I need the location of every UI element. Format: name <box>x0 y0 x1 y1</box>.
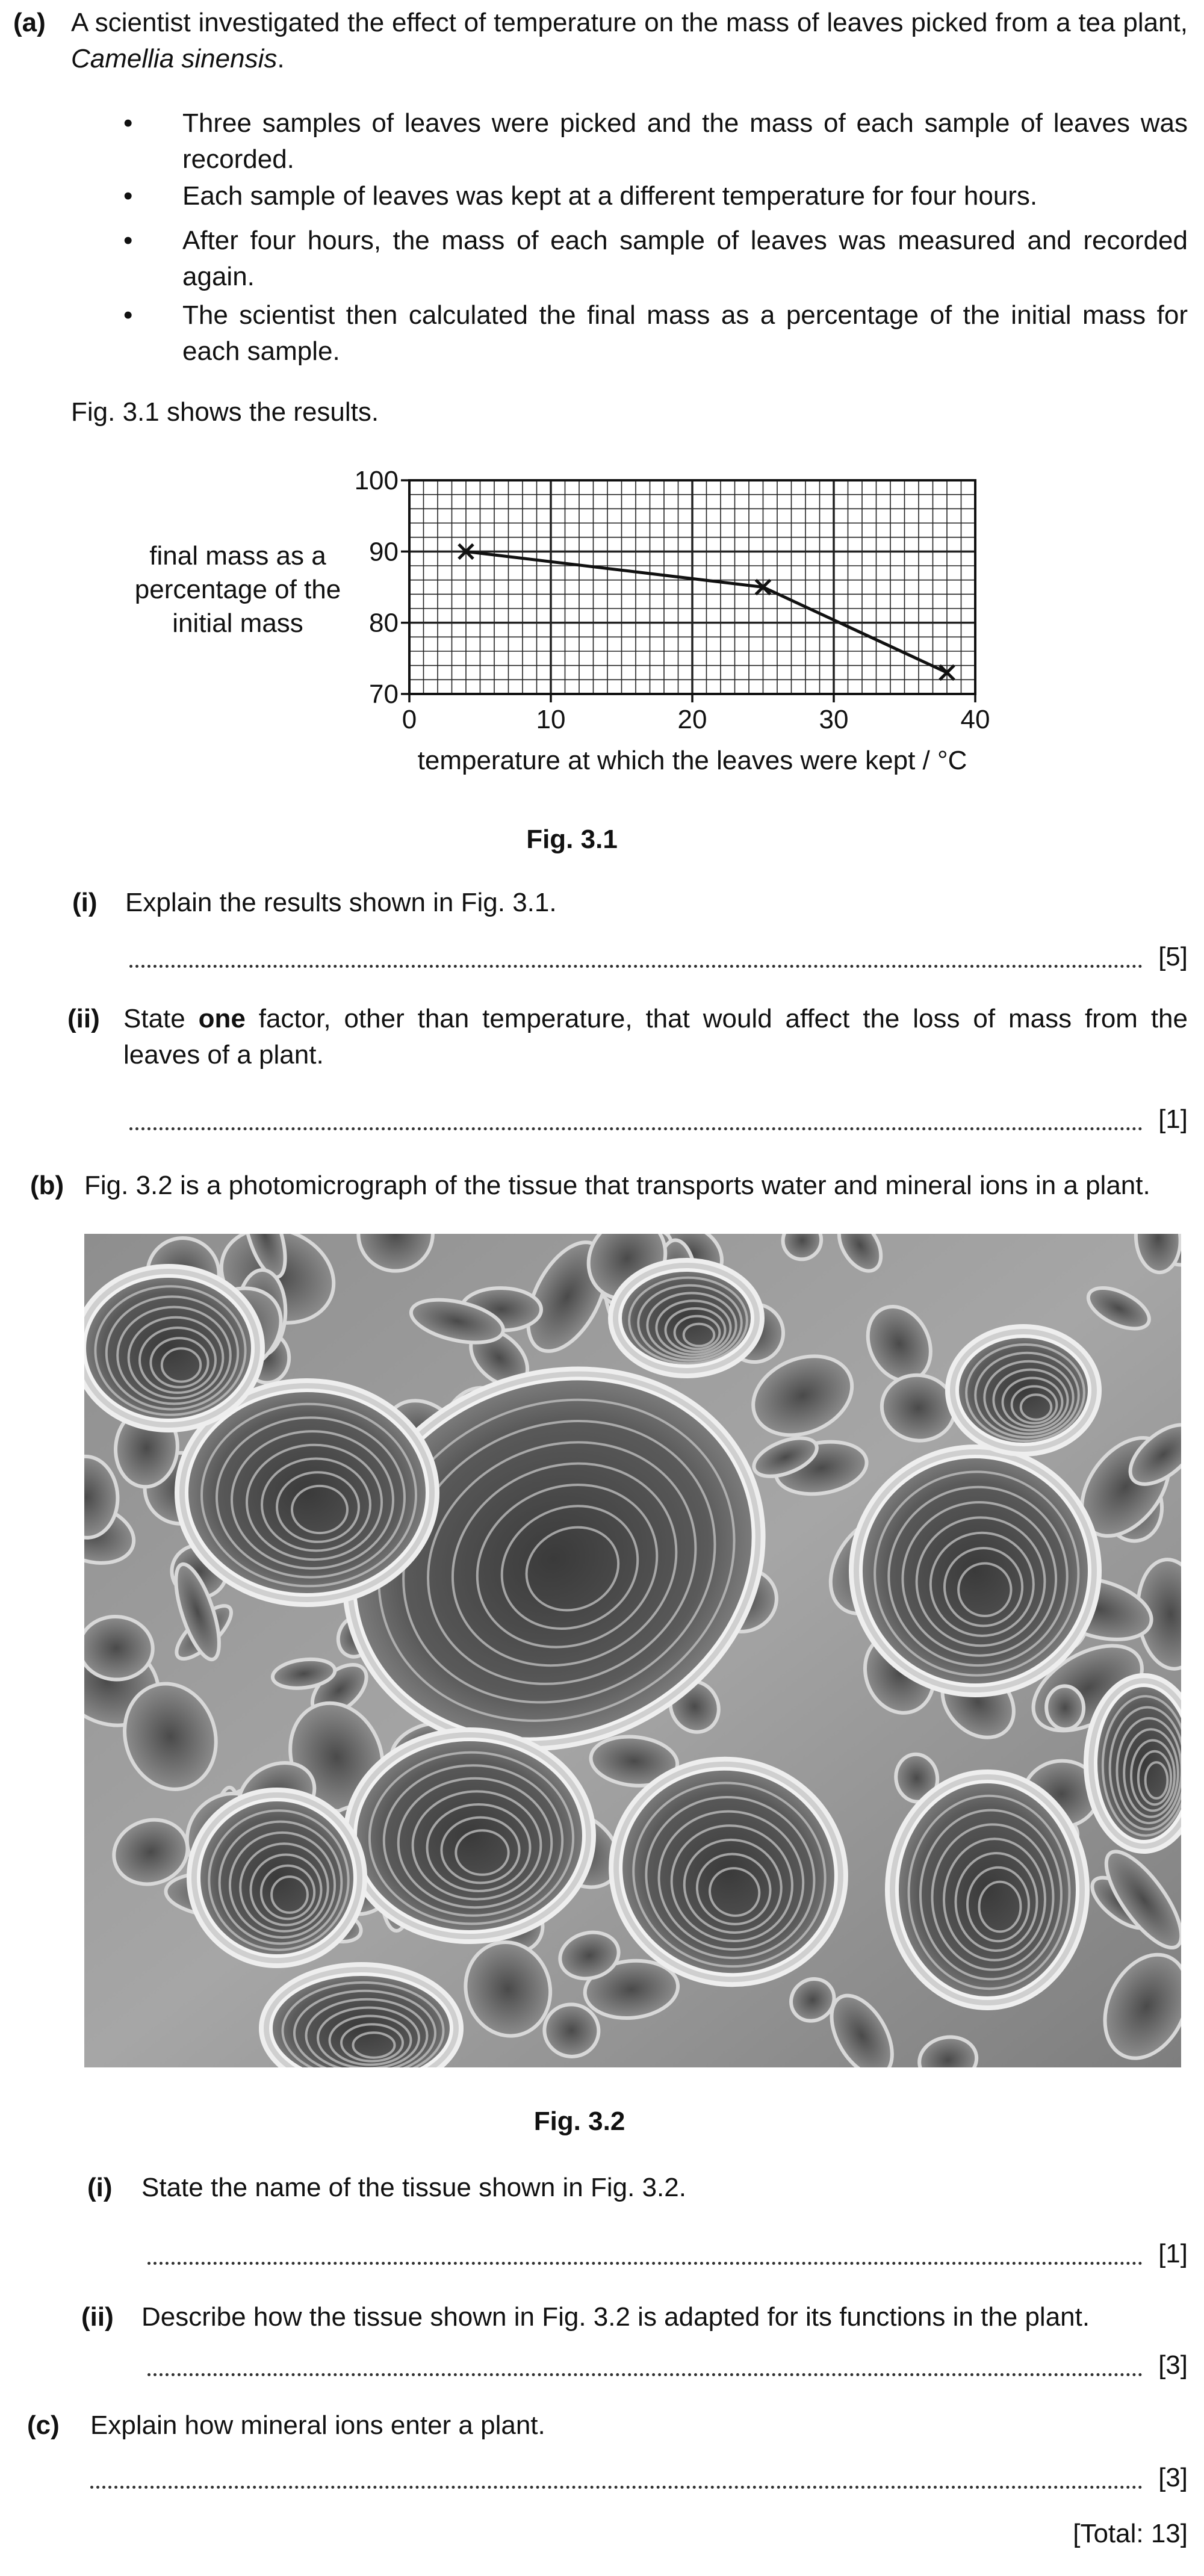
q-a-i-text: Explain the results shown in Fig. 3.1. <box>125 888 557 917</box>
fig-3-1-reference: Fig. 3.1 shows the results. <box>71 397 379 427</box>
bullet-marker: • <box>123 226 133 255</box>
answer-line-b-ii[interactable] <box>147 2347 1188 2383</box>
part-b-intro: Fig. 3.2 is a photomicrograph of the tissue that transports water and mineral ions in a plant. <box>84 1171 1150 1200</box>
x-axis-label: temperature at which the leaves were kept / °C <box>417 746 967 775</box>
part-c-label: (c) <box>27 2410 60 2440</box>
graph-axes <box>401 480 975 702</box>
q-a-ii-text: State one factor, other than temperature, that would affect the loss of mass from the leaves of a plant. <box>123 1004 1188 1070</box>
bullet-item: After four hours, the mass of each sample of leaves was measured and recorded again. <box>182 226 1188 291</box>
marks-b-ii: [3] <box>1158 2350 1188 2380</box>
y-axis-label-line: final mass as a <box>149 541 326 571</box>
q-a-i-label: (i) <box>72 888 98 917</box>
part-a-intro: A scientist investigated the effect of temperature on the mass of leaves picked from a tea plant, Camellia sinensis. <box>71 8 1188 73</box>
y-tick-label: 90 <box>369 537 399 567</box>
q-b-i-label: (i) <box>87 2173 113 2202</box>
bullet-item: The scientist then calculated the final mass as a percentage of the initial mass for each sample. <box>182 300 1188 366</box>
x-tick-label: 10 <box>536 705 566 734</box>
xylem-vessel <box>189 1790 365 1966</box>
part-c-text: Explain how mineral ions enter a plant. <box>90 2410 545 2440</box>
xylem-vessel <box>84 1266 262 1430</box>
fig-3-1-graph <box>0 457 1204 794</box>
species-name: Camellia sinensis <box>71 44 278 73</box>
fig-3-2-photomicrograph <box>84 1234 1181 2067</box>
q-b-ii-text: Describe how the tissue shown in Fig. 3.2 is adapted for its functions in the plant. <box>141 2302 1090 2332</box>
marks-c: [3] <box>1158 2463 1188 2492</box>
x-tick-label: 0 <box>402 705 417 734</box>
emphasis-one: one <box>198 1004 246 1033</box>
answer-line-a-ii[interactable] <box>129 1101 1188 1138</box>
answer-line-a-i[interactable] <box>129 939 1188 975</box>
y-axis-label-line: percentage of the <box>134 575 341 604</box>
y-axis-label-line: initial mass <box>172 608 303 638</box>
bullet-marker: • <box>123 108 133 138</box>
xylem-vessel <box>1086 1676 1181 1851</box>
xylem-vessel <box>261 1965 461 2067</box>
graph-grid <box>409 480 975 694</box>
q-b-ii-label: (ii) <box>81 2302 114 2332</box>
parenchyma-cell <box>1045 1685 1084 1730</box>
bullet-marker: • <box>123 181 133 211</box>
y-tick-label: 80 <box>369 608 399 638</box>
answer-line-b-i[interactable] <box>147 2236 1188 2272</box>
x-tick-label: 20 <box>677 705 707 734</box>
part-a-intro-text: A scientist investigated the effect of temperature on the mass of leaves picked from a tea plant, <box>71 8 1188 37</box>
xylem-vessel <box>610 1260 762 1376</box>
xylem-vessel <box>887 1772 1087 2008</box>
marks-b-i: [1] <box>1158 2239 1188 2268</box>
part-a-label: (a) <box>13 8 46 37</box>
fig-3-1-caption: Fig. 3.1 <box>526 825 618 854</box>
x-tick-label: 30 <box>819 705 849 734</box>
fig-3-2-caption: Fig. 3.2 <box>533 2107 625 2136</box>
y-tick-label: 100 <box>354 466 399 495</box>
xylem-vessel <box>346 1730 594 1942</box>
xylem-vessel <box>948 1327 1099 1454</box>
q-b-i-text: State the name of the tissue shown in Fig. 3.2. <box>141 2173 686 2202</box>
q-a-ii-label: (ii) <box>67 1004 100 1033</box>
bullet-item: Each sample of leaves was kept at a different temperature for four hours. <box>182 181 1038 211</box>
marks-a-ii: [1] <box>1158 1104 1188 1134</box>
x-tick-label: 40 <box>960 705 990 734</box>
total-marks: [Total: 13] <box>1073 2519 1188 2548</box>
marks-a-i: [5] <box>1158 942 1188 971</box>
part-b-label: (b) <box>30 1171 64 1200</box>
y-tick-label: 70 <box>369 680 399 709</box>
bullet-marker: • <box>123 300 133 330</box>
bullet-item: Three samples of leaves were picked and the mass of each sample of leaves was recorded. <box>182 108 1188 174</box>
answer-line-c[interactable] <box>90 2460 1188 2496</box>
